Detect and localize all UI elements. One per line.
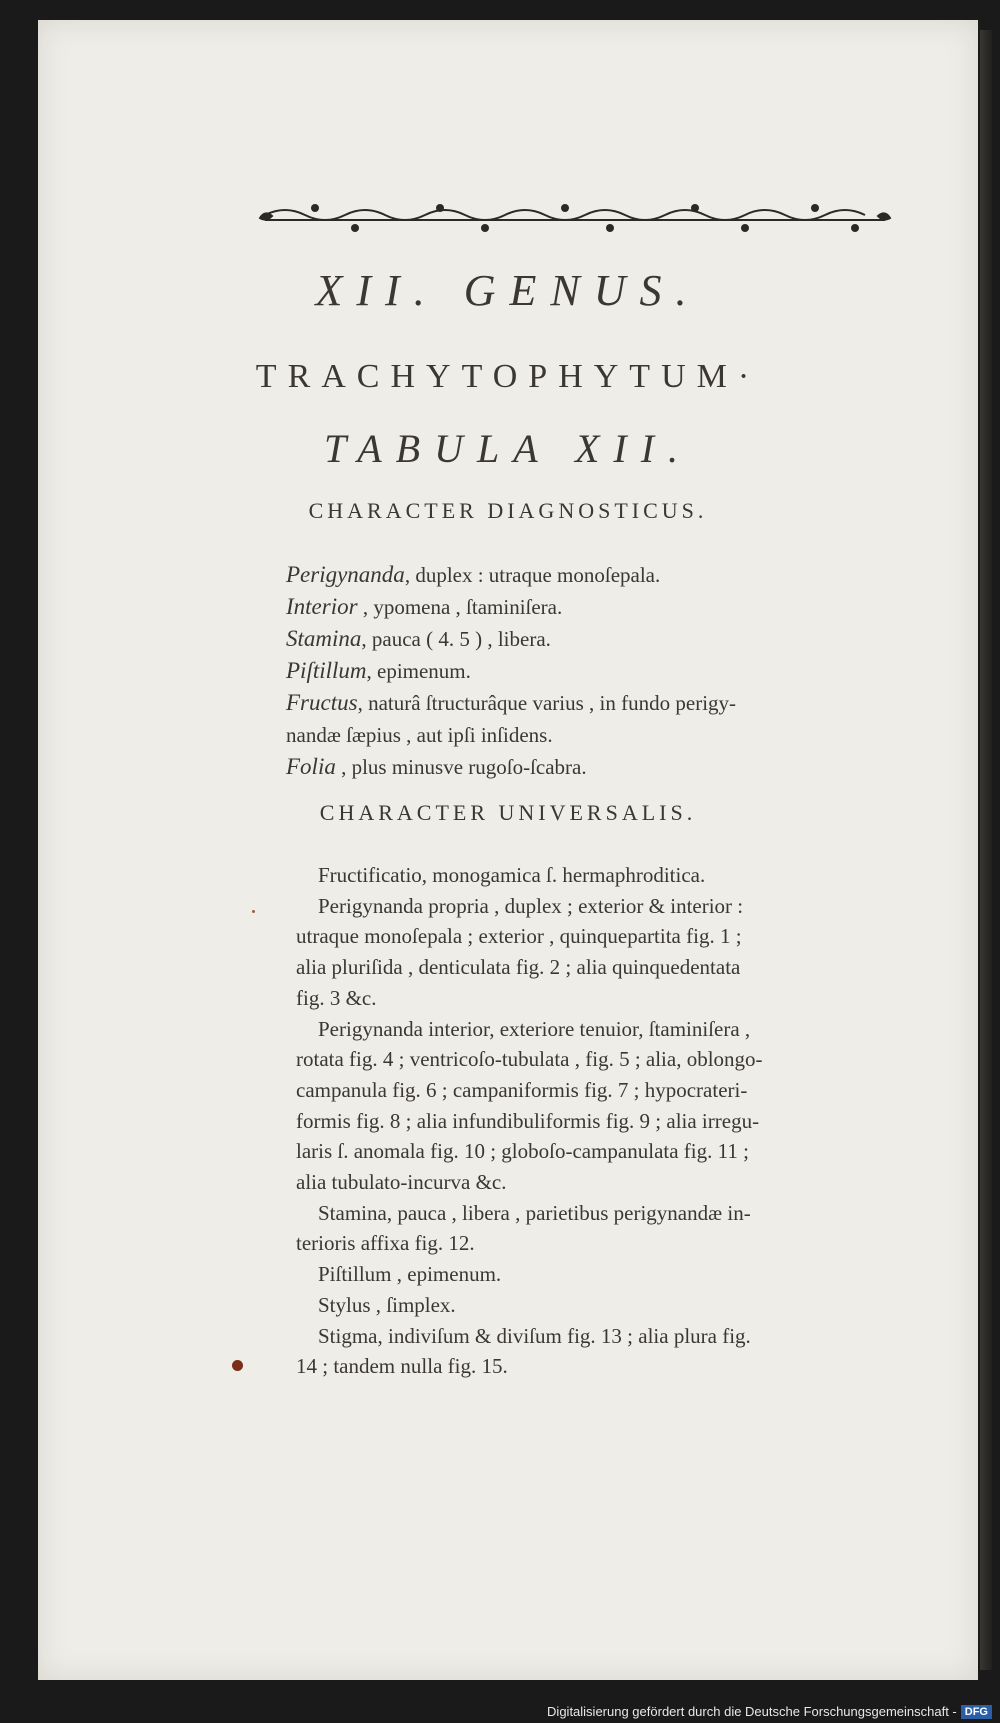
- diagnosticus-line: [286, 752, 970, 782]
- universalis-line: 14 ; tandem nulla fig. 15.: [296, 1354, 508, 1379]
- diagnosticus-line: [286, 592, 970, 622]
- diagnosticus-line: [286, 688, 970, 718]
- universalis-line: fig. 3 &c.: [296, 985, 377, 1010]
- footer-text: Digitalisierung gefördert durch die Deutsche Forschungsgemeinschaft -: [547, 1704, 957, 1719]
- definition: , pauca ( 4. 5 ) , libera.: [361, 627, 551, 651]
- universalis-line: alia tubulato-incurva &c.: [296, 1170, 507, 1194]
- footer: [547, 1704, 992, 1719]
- universalis-heading: CHARACTER UNIVERSALIS.: [319, 800, 697, 825]
- genus-title: XII. GENUS.: [315, 266, 701, 315]
- universalis-line: Stamina, pauca , libera , parietibus perigynandæ in-: [318, 1200, 751, 1225]
- universalis-line: Perigynanda interior, exteriore tenuior, ſtaminiſera ,: [318, 1016, 751, 1041]
- diagnosticus-line: [286, 624, 970, 654]
- universalis-line: Piſtillum , epimenum.: [318, 1262, 502, 1287]
- definition: , duplex : utraque monoſepala.: [404, 563, 661, 587]
- universalis-line: laris ſ. anomala fig. 10 ; globoſo-campanulata fig. 11 ;: [296, 1139, 749, 1164]
- decorative-vine-ornament: [255, 190, 895, 240]
- universalis-line: alia pluriſida , denticulata fig. 2 ; alia quinquedentata: [296, 955, 741, 980]
- page-edge: [980, 30, 992, 1670]
- genus-name: TRACHYTOPHYTUM·: [255, 358, 761, 395]
- definition: , naturâ ſtructurâque varius , in fundo perigy-: [357, 691, 737, 715]
- diagnosticus-heading: CHARACTER DIAGNOSTICUS.: [308, 498, 708, 523]
- universalis-line: utraque monoſepala ; exterior , quinquepartita fig. 1 ;: [296, 924, 742, 949]
- definition: nandæ ſæpius , aut ipſi inſidens.: [286, 723, 553, 747]
- definition: , plus minusve rugoſo-ſcabra.: [335, 755, 587, 779]
- term: Fructus: [286, 690, 358, 715]
- definition: , ypomena , ſtaminiſera.: [357, 595, 563, 619]
- ink-spot: [232, 1360, 243, 1371]
- universalis-line: terioris affixa fig. 12.: [296, 1231, 475, 1256]
- term: Folia: [286, 754, 336, 779]
- term: Interior: [286, 594, 358, 619]
- term: Piſtillum: [286, 658, 367, 683]
- term: Perigynanda: [286, 562, 405, 587]
- ink-speck: [252, 910, 255, 913]
- diagnosticus-line: [286, 560, 970, 590]
- universalis-line: formis fig. 8 ; alia infundibuliformis fig. 9 ; alia irregu-: [296, 1108, 760, 1133]
- diagnosticus-line: [286, 720, 970, 750]
- term: Stamina: [286, 626, 362, 651]
- universalis-line: Fructificatio, monogamica ſ. hermaphroditica.: [318, 863, 706, 887]
- universalis-line: campanula fig. 6 ; campaniformis fig. 7 ; hypocrateri-: [296, 1077, 748, 1102]
- universalis-line: Stigma, indiviſum & diviſum fig. 13 ; alia plura fig.: [318, 1323, 751, 1348]
- diagnosticus-line: [286, 656, 970, 686]
- universalis-line: Perigynanda propria , duplex ; exterior & interior :: [318, 893, 744, 918]
- dfg-logo: DFG: [961, 1705, 992, 1719]
- definition: , epimenum.: [366, 659, 471, 683]
- universalis-line: rotata fig. 4 ; ventricoſo-tubulata , fig. 5 ; alia, oblongo-: [296, 1047, 763, 1072]
- universalis-line: Stylus , ſimplex.: [318, 1292, 456, 1317]
- tabula-title: TABULA XII.: [323, 426, 693, 471]
